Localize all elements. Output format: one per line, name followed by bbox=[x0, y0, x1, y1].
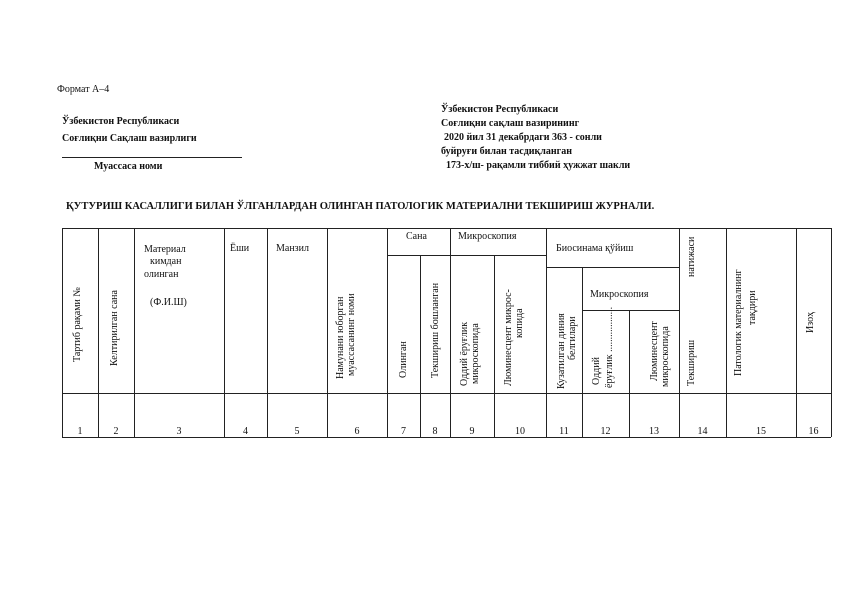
col-material-from-line4: (Ф.И.Ш) bbox=[150, 297, 187, 308]
col-observed-signs-line2: белгилари bbox=[567, 316, 578, 360]
col-number-8: 8 bbox=[432, 426, 438, 437]
col-light-microscope-line2: микроскопида bbox=[470, 323, 481, 384]
col-number-9: 9 bbox=[469, 426, 475, 437]
col-material-fate-line1: Патологик материалнинг bbox=[733, 269, 744, 376]
col-serial-number: Тартиб рақами № bbox=[72, 287, 83, 362]
col-number-14: 14 bbox=[697, 426, 708, 437]
col-material-from-line3: олинган bbox=[144, 269, 179, 280]
col-number-2: 2 bbox=[113, 426, 119, 437]
col-address: Манзил bbox=[276, 243, 309, 254]
col-bio-light-line2: ёруғлик .................. bbox=[604, 306, 615, 388]
format-label: Формат А–4 bbox=[57, 84, 110, 95]
col-sender-institution-line1: Намунани юборган bbox=[335, 296, 346, 379]
group-bioassay: Биосинама қўйиш bbox=[556, 243, 634, 254]
col-bio-luminescent-line1: Люминесцент bbox=[649, 321, 660, 381]
ministry-left-line1: Ўзбекистон Республикаси bbox=[62, 116, 180, 127]
col-number-7: 7 bbox=[401, 426, 406, 437]
col-bio-light-line1: Оддий bbox=[591, 357, 602, 385]
approval-line5: 173-х/ш- рақамли тиббий ҳужжат шакли bbox=[446, 160, 631, 171]
ministry-left-line2: Соғлиқни Сақлаш вазирлиги bbox=[62, 133, 197, 144]
col-number-1: 1 bbox=[77, 426, 83, 437]
col-material-fate-line2: тақдири bbox=[747, 290, 758, 325]
col-light-microscope-line1: Оддий ёруғлик bbox=[459, 321, 470, 386]
col-received-date: Келтирилган сана bbox=[109, 290, 120, 366]
col-age: Ёши bbox=[230, 243, 250, 254]
col-number-10: 10 bbox=[515, 426, 525, 437]
col-luminescent-microscope-line1: Люминесцент микрос- bbox=[503, 289, 514, 386]
group-bio-microscopy: Микроскопия bbox=[590, 289, 649, 300]
col-result-line2: Текшириш bbox=[686, 339, 697, 386]
col-note: Изоҳ bbox=[805, 311, 816, 333]
col-sender-institution-line2: муассасанинг номи bbox=[346, 293, 357, 376]
col-material-from-line2: кимдан bbox=[150, 256, 182, 267]
col-number-15: 15 bbox=[756, 426, 766, 437]
approval-line1: Ўзбекистон Республикаси bbox=[441, 104, 559, 115]
col-observed-signs-line1: Кузатилган диния bbox=[556, 313, 567, 389]
col-luminescent-microscope-line2: копида bbox=[514, 308, 525, 338]
col-result-line1: натижаси bbox=[686, 236, 697, 277]
col-number-13: 13 bbox=[649, 426, 659, 437]
col-bio-luminescent-line2: микроскопида bbox=[660, 326, 671, 387]
col-number-12: 12 bbox=[600, 426, 611, 437]
approval-line2: Соғлиқни сақлаш вазирининг bbox=[441, 118, 580, 129]
journal-title: ҚУТУРИШ КАСАЛЛИГИ БИЛАН ЎЛГАНЛАРДАН ОЛИНГАН ПАТОЛОГИК МАТЕРИАЛНИ ТЕКШИРИШ ЖУРНАЛИ. bbox=[66, 201, 655, 212]
approval-line3: 2020 йил 31 декабрдаги 363 - сонли bbox=[444, 132, 602, 143]
col-number-3: 3 bbox=[176, 426, 182, 437]
col-exam-started: Текшириш бошланган bbox=[430, 282, 441, 378]
col-number-6: 6 bbox=[354, 426, 360, 437]
col-material-from-line1: Материал bbox=[144, 244, 186, 255]
col-number-5: 5 bbox=[294, 426, 300, 437]
col-number-16: 16 bbox=[808, 426, 819, 437]
institution-name-label: Муассаса номи bbox=[94, 161, 163, 172]
col-date-taken: Олинган bbox=[398, 341, 409, 378]
col-number-4: 4 bbox=[243, 426, 248, 437]
approval-line4: буйруғи билан тасдиқланган bbox=[441, 146, 572, 157]
group-date: Сана bbox=[406, 231, 427, 242]
group-microscopy: Микроскопия bbox=[458, 231, 517, 242]
institution-name-line bbox=[62, 157, 242, 158]
col-number-11: 11 bbox=[559, 426, 569, 437]
